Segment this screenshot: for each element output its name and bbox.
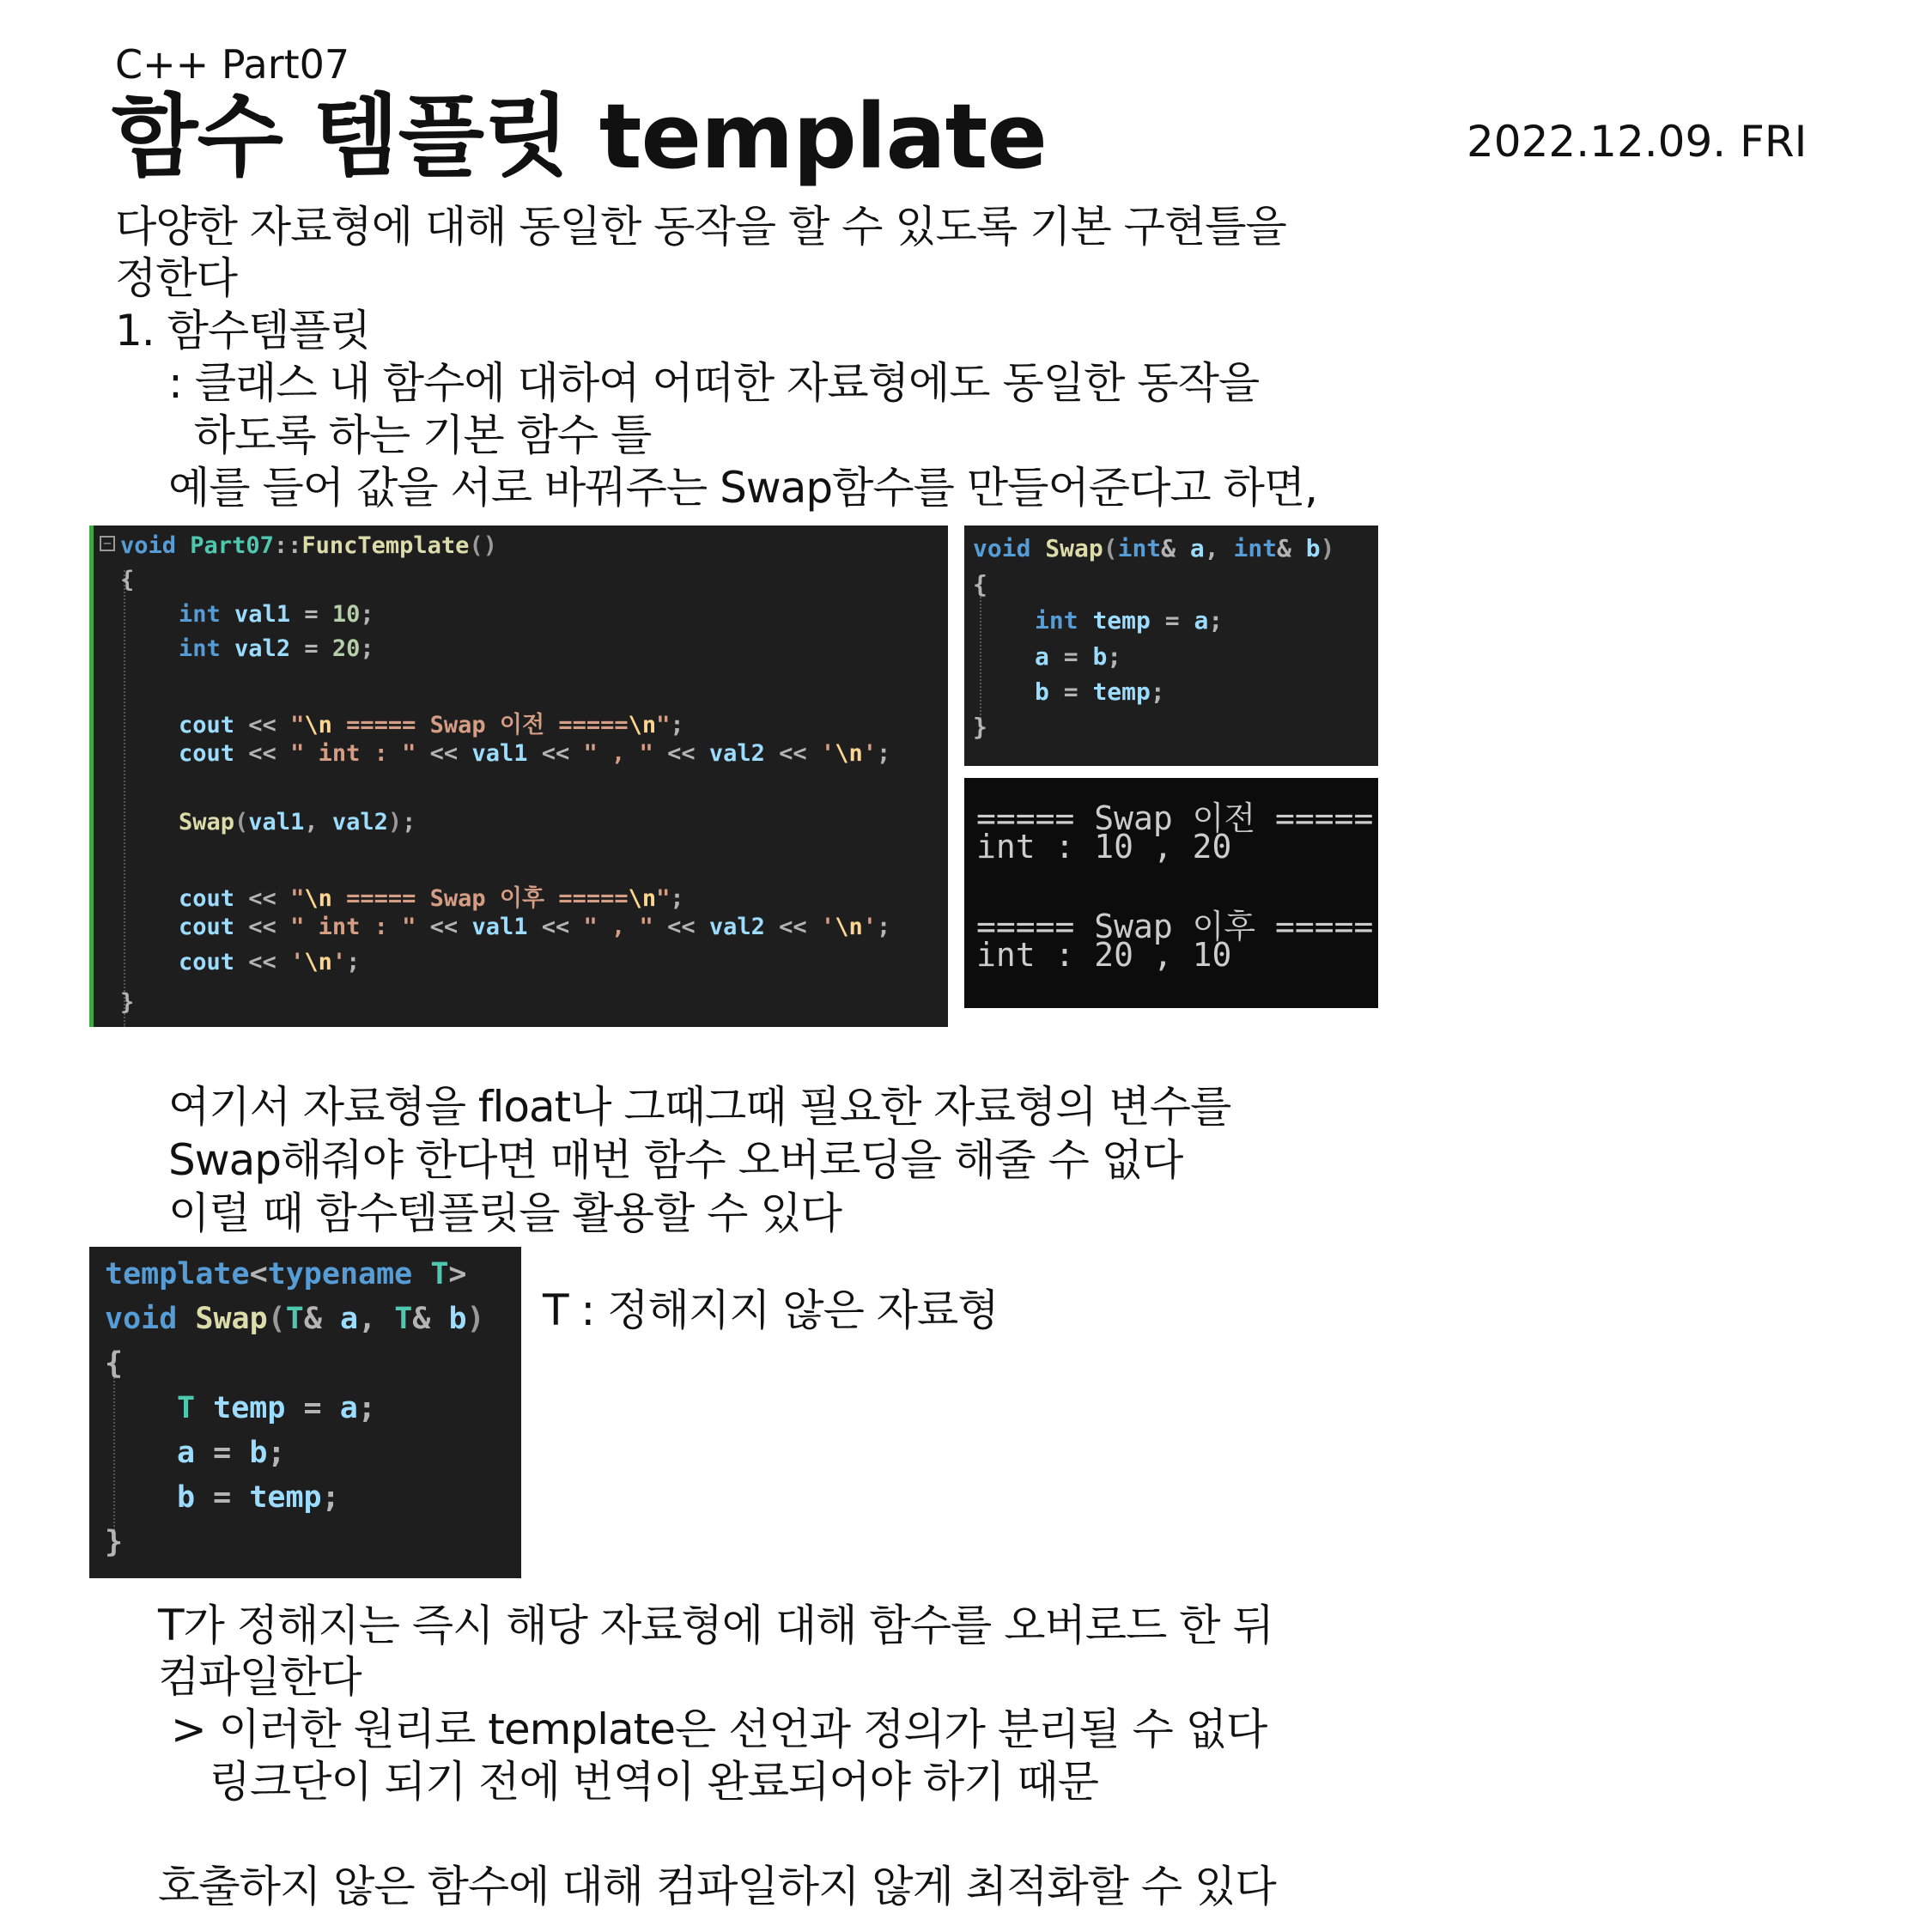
intro-line-1: 다양한 자료형에 대해 동일한 동작을 할 수 있도록 기본 구현틀을 xyxy=(115,202,1286,252)
code-swap-line-2: { xyxy=(973,570,987,598)
template-note: T : 정해지지 않은 자료형 xyxy=(543,1285,999,1335)
code-main-line-12: cout << " int : " << val1 << " , " << val2 << '\n'; xyxy=(179,914,891,940)
code-template-line-6: b = temp; xyxy=(177,1480,340,1515)
code-template-line-4: T temp = a; xyxy=(177,1391,376,1425)
bottom-line-1: T가 정해지는 즉시 해당 자료형에 대해 함수를 오버로드 한 뒤 xyxy=(158,1601,1273,1650)
section-desc-line-2: 하도록 하는 기본 함수 틀 xyxy=(168,410,652,460)
code-block-main xyxy=(89,526,948,1027)
code-main-line-2: { xyxy=(120,567,135,593)
code-block-swap xyxy=(964,526,1378,766)
code-template-line-7: } xyxy=(105,1525,124,1559)
bottom-line-6: 호출하지 않은 함수에 대해 컴파일하지 않게 최적화할 수 있다 xyxy=(158,1862,1276,1911)
collapse-icon[interactable]: − xyxy=(100,536,115,551)
code-swap-line-4: a = b; xyxy=(1035,642,1122,671)
code-swap-line-3: int temp = a; xyxy=(1035,606,1224,635)
console-line-5: int : 20 , 10 xyxy=(976,936,1232,974)
code-swap-line-5: b = temp; xyxy=(1035,677,1165,706)
middle-line-2: Swap해줘야 한다면 매번 함수 오버로딩을 해줄 수 없다 xyxy=(168,1135,1183,1185)
bottom-line-4: 링크단이 되기 전에 번역이 완료되어야 하기 때문 xyxy=(158,1757,1098,1807)
console-output xyxy=(964,778,1378,1008)
code-main-line-9: Swap(val1, val2); xyxy=(179,809,416,835)
code-main-line-4: int val2 = 20; xyxy=(179,635,374,662)
bottom-line-3: > 이러한 원리로 template은 선언과 정의가 분리될 수 없다 xyxy=(158,1704,1267,1754)
note-date: 2022.12.09. FRI xyxy=(1467,117,1807,167)
middle-line-1: 여기서 자료형을 float나 그때그때 필요한 자료형의 변수를 xyxy=(168,1082,1231,1132)
code-main-line-11: cout << "\n ===== Swap 이후 =====\n"; xyxy=(179,885,684,912)
change-bar xyxy=(89,526,94,1027)
code-swap-line-6: } xyxy=(973,713,987,741)
console-line-1: ===== Swap 이전 ===== xyxy=(976,799,1374,837)
code-template-line-1: template<typename T> xyxy=(105,1257,467,1291)
code-swap-line-1: void Swap(int& a, int& b) xyxy=(973,534,1335,562)
code-block-template xyxy=(89,1247,521,1578)
code-main-line-1: void Part07::FuncTemplate() xyxy=(120,532,497,559)
section-desc-line-1: : 클래스 내 함수에 대하여 어떠한 자료형에도 동일한 동작을 xyxy=(168,358,1260,408)
code-main-line-6: cout << "\n ===== Swap 이전 =====\n"; xyxy=(179,712,684,738)
code-main-line-7: cout << " int : " << val1 << " , " << val2 << '\n'; xyxy=(179,740,891,767)
code-main-line-3: int val1 = 10; xyxy=(179,601,374,628)
page-title: 함수 템플릿 template xyxy=(112,84,1047,189)
code-template-line-3: { xyxy=(105,1346,124,1381)
console-line-4: ===== Swap 이후 ===== xyxy=(976,908,1374,945)
intro-line-2: 정한다 xyxy=(115,253,237,303)
example-line: 예를 들어 값을 서로 바꿔주는 Swap함수를 만들어준다고 하면, xyxy=(168,463,1318,513)
console-line-2: int : 10 , 20 xyxy=(976,828,1232,866)
middle-line-3: 이럴 때 함수템플릿을 활용할 수 있다 xyxy=(168,1188,841,1238)
code-template-line-2: void Swap(T& a, T& b) xyxy=(105,1302,485,1336)
subject-label: C++ Part07 xyxy=(115,41,350,88)
code-template-line-5: a = b; xyxy=(177,1436,286,1470)
code-main-line-13: cout << '\n'; xyxy=(179,949,361,975)
bottom-line-2: 컴파일한다 xyxy=(158,1652,361,1702)
section-heading: 1. 함수템플릿 xyxy=(115,306,371,355)
code-main-line-14: } xyxy=(120,989,135,1016)
